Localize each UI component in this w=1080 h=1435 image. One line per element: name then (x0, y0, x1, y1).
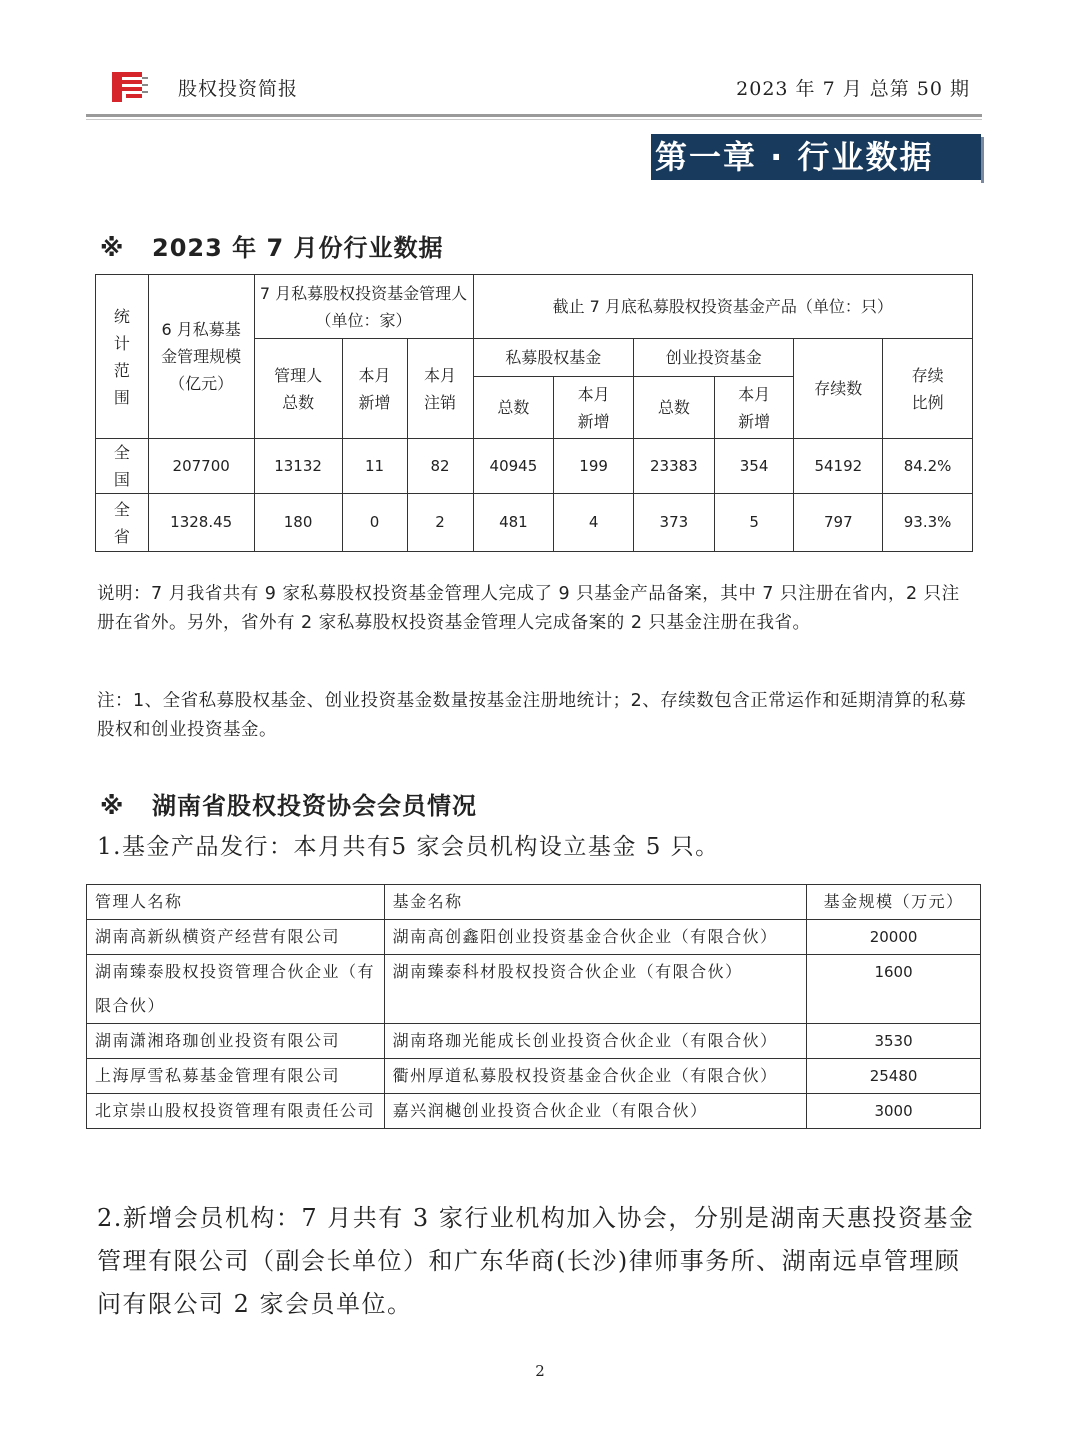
page-number: 2 (535, 1362, 545, 1380)
section-heading-industry-data (100, 228, 444, 263)
cell-existing: 54192 (794, 439, 883, 494)
bulletin-title: 股权投资简报 (178, 78, 299, 100)
header-pe-fund: 私募股权基金 (473, 339, 633, 377)
cell-scale: 3530 (807, 1024, 981, 1059)
cell-pe-new: 4 (554, 494, 634, 552)
header-vc-total: 总数 (633, 377, 714, 439)
cell-scope: 全省 (96, 494, 149, 552)
header-fund-scale: 基金规模（万元） (807, 885, 981, 920)
table-row (87, 1059, 981, 1094)
header-existing: 存续数 (794, 339, 883, 439)
page-header (0, 0, 1080, 120)
cell-manager: 湖南潇湘珞珈创业投资有限公司 (87, 1024, 385, 1059)
cell-fund: 湖南珞珈光能成长创业投资合伙企业（有限合伙） (384, 1024, 806, 1059)
section-heading-members (100, 786, 477, 821)
cell-scale: 25480 (807, 1059, 981, 1094)
cell-ratio: 84.2% (883, 439, 973, 494)
footnote: 注：1、全省私募股权基金、创业投资基金数量按基金注册地统计；2、存续数包含正常运作和延期清算的私募股权和创业投资基金。 (97, 691, 967, 740)
cell-fund: 湖南臻泰科材股权投资合伙企业（有限合伙） (384, 955, 806, 1024)
header-manager-name: 管理人名称 (87, 885, 385, 920)
header-mgr-cancel: 本月注销 (407, 339, 473, 439)
section-title: 湖南省股权投资协会会员情况 (152, 792, 477, 820)
cell-vc-total: 23383 (633, 439, 714, 494)
header-scope: 统计范围 (96, 275, 149, 439)
cell-manager: 湖南臻泰股权投资管理合伙企业（有限合伙） (87, 955, 385, 1024)
header-fund-name: 基金名称 (384, 885, 806, 920)
new-members-paragraph: 2.新增会员机构：7 月共有 3 家行业机构加入协会，分别是湖南天惠投资基金管理有限公司（副会长单位）和广东华商(长沙)律师事务所、湖南远卓管理顾问有限公司 2 家会员单位。 (97, 1204, 975, 1318)
cell-scale: 1600 (807, 955, 981, 1024)
header-pe-new: 本月新增 (554, 377, 634, 439)
industry-data-table (95, 274, 973, 552)
cell-pe-total: 481 (473, 494, 554, 552)
cell-scope: 全国 (96, 439, 149, 494)
table-header-row (87, 885, 981, 920)
cell-scale: 1328.45 (148, 494, 254, 552)
association-logo (106, 68, 176, 108)
table-row (87, 1024, 981, 1059)
header-mgr-total: 管理人总数 (254, 339, 342, 439)
cell-manager: 北京崇山股权投资管理有限责任公司 (87, 1094, 385, 1129)
cell-fund: 嘉兴润樾创业投资合伙企业（有限合伙） (384, 1094, 806, 1129)
explanation-note: 说明：7 月我省共有 9 家私募股权投资基金管理人完成了 9 只基金产品备案，其中 7 只注册在省内，2 只注册在省外。另外，省外有 2 家私募股权投资基金管理人完成备案的 2 只基金注册在我省。 (97, 584, 960, 633)
cell-fund: 湖南高创鑫阳创业投资基金合伙企业（有限合伙） (384, 920, 806, 955)
header-rule-thin (86, 119, 982, 120)
cell-mgr-cancel: 2 (407, 494, 473, 552)
member-funds-table (86, 884, 981, 1129)
cell-manager: 上海厚雪私募基金管理有限公司 (87, 1059, 385, 1094)
header-rule (86, 114, 982, 117)
header-existing-ratio: 存续比例 (883, 339, 973, 439)
cell-scale: 20000 (807, 920, 981, 955)
cell-vc-new: 354 (714, 439, 794, 494)
cell-pe-total: 40945 (473, 439, 554, 494)
issue-info: 2023 年 7 月 总第 50 期 (736, 78, 970, 100)
table-row (96, 439, 973, 494)
reference-mark: ※ (100, 792, 125, 820)
header-pe-total: 总数 (473, 377, 554, 439)
fund-issuance-summary: 1.基金产品发行：本月共有5 家会员机构设立基金 5 只。 (97, 834, 720, 860)
cell-mgr-new: 0 (342, 494, 407, 552)
chapter-banner: 第一章 · 行业数据 (651, 134, 981, 180)
cell-pe-new: 199 (554, 439, 634, 494)
cell-scale: 3000 (807, 1094, 981, 1129)
cell-existing: 797 (794, 494, 883, 552)
cell-mgr-cancel: 82 (407, 439, 473, 494)
cell-mgr-new: 11 (342, 439, 407, 494)
cell-mgr-total: 13132 (254, 439, 342, 494)
cell-scale: 207700 (148, 439, 254, 494)
table-row (87, 1094, 981, 1129)
table-row (96, 494, 973, 552)
header-products-group: 截止 7 月底私募股权投资基金产品（单位：只） (473, 275, 973, 339)
cell-vc-new: 5 (714, 494, 794, 552)
table-row (87, 955, 981, 1024)
reference-mark: ※ (100, 234, 125, 262)
header-vc-new: 本月新增 (714, 377, 794, 439)
cell-ratio: 93.3% (883, 494, 973, 552)
cell-vc-total: 373 (633, 494, 714, 552)
cell-mgr-total: 180 (254, 494, 342, 552)
table-row (87, 920, 981, 955)
header-vc-fund: 创业投资基金 (633, 339, 793, 377)
header-managers-group: 7 月私募股权投资基金管理人（单位：家） (254, 275, 473, 339)
section-title: 2023 年 7 月份行业数据 (152, 234, 444, 262)
cell-fund: 衢州厚道私募股权投资基金合伙企业（有限合伙） (384, 1059, 806, 1094)
header-scale: 6 月私募基金管理规模（亿元） (148, 275, 254, 439)
header-mgr-new: 本月新增 (342, 339, 407, 439)
cell-manager: 湖南高新纵横资产经营有限公司 (87, 920, 385, 955)
